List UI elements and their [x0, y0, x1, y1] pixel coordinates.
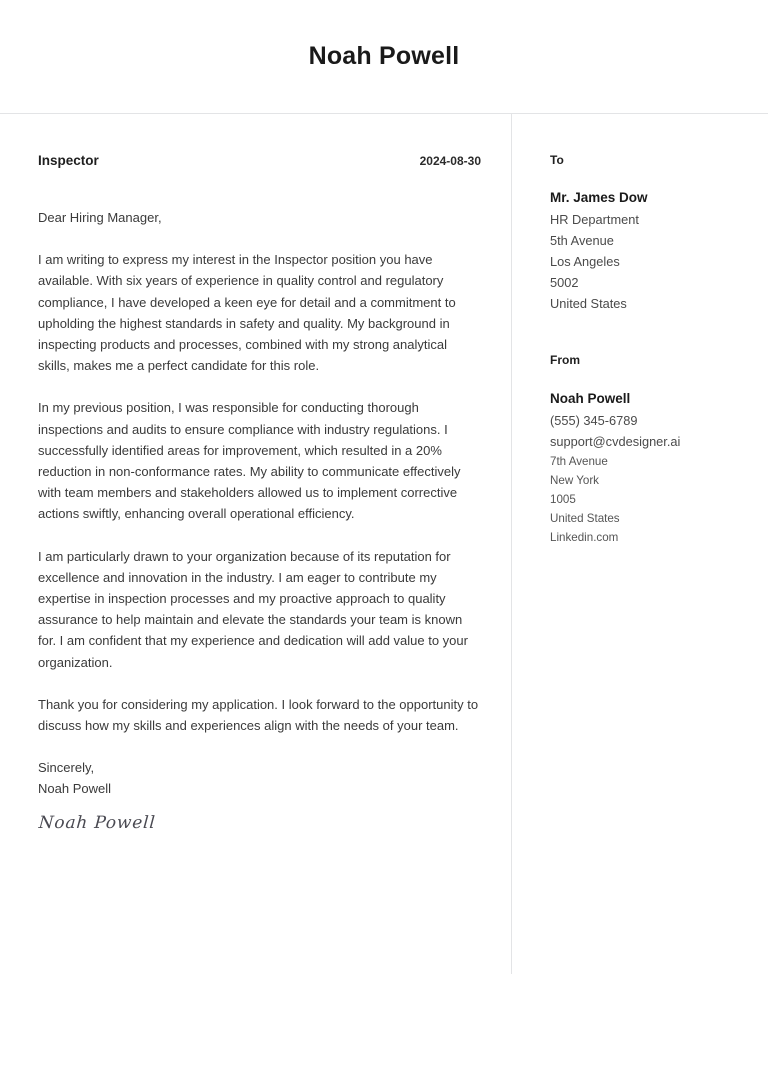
letter-header — [0, 0, 768, 113]
sender-phone: (555) 345-6789 — [550, 412, 638, 428]
recipient-line: HR Department — [550, 212, 639, 228]
recipient-line: 5002 — [550, 275, 579, 291]
letter-main-column — [0, 114, 511, 974]
sender-line: 7th Avenue — [550, 454, 608, 468]
recipient-block — [550, 187, 748, 314]
letter-address-column — [512, 114, 768, 974]
recipient-line: Los Angeles — [550, 254, 620, 270]
closing-salutation: Sincerely, — [38, 760, 95, 776]
letter-meta-row — [38, 153, 481, 169]
letter-date: 2024-08-30 — [419, 154, 481, 168]
closing-name: Noah Powell — [38, 781, 111, 797]
sender-line: United States — [550, 511, 620, 525]
sender-email: support@cvdesigner.ai — [550, 433, 681, 449]
letter-paragraph: In my previous position, I was responsible for conducting thorough inspections and audits to ensure compliance with industry regulations. I successfully identified areas for improvement, which resulted in a 20% reduction in non-conformance rates. My ability to communicate effectively with team members and stakeholders allowed us to implement corrective actions swiftly, enhancing overall operational efficiency. — [38, 400, 461, 522]
sender-name: Noah Powell — [550, 390, 631, 406]
letter-paragraph: Thank you for considering my application. I look forward to the opportunity to discuss how my skills and experiences align with the needs of your team. — [38, 696, 479, 734]
recipient-line: 5th Avenue — [550, 233, 614, 249]
page-title: Noah Powell — [308, 42, 460, 70]
sender-label: From — [550, 353, 580, 368]
address-spacer — [550, 333, 748, 353]
recipient-line: United States — [550, 296, 627, 312]
sender-line: New York — [550, 473, 599, 487]
sender-line: 1005 — [550, 492, 576, 506]
sender-website: Linkedin.com — [550, 530, 619, 544]
recipient-label: To — [550, 153, 564, 167]
job-title: Inspector — [38, 153, 99, 168]
sender-block — [550, 388, 748, 547]
letter-paragraph: I am writing to express my interest in the Inspector position you have available. With six years of experience in quality control and regulatory compliance, I have developed a keen eye for detail and a commitment to upholding the highest standards in safety and quality. My background in inspecting products and processes, combined with my strong analytical skills, makes me a perfect candidate for this role. — [38, 252, 456, 374]
letter-paragraph: I am particularly drawn to your organization because of its reputation for excellence and innovation in the industry. I am eager to contribute my expertise in inspection processes and my proactive approach to quality assurance to help maintain and elevate the standards your team is known for. I am confident that my experience and dedication will add value to your organization. — [38, 548, 468, 670]
recipient-name: Mr. James Dow — [550, 190, 648, 206]
letter-closing — [38, 757, 481, 799]
signature: Noah Powell — [38, 813, 157, 834]
salutation: Dear Hiring Manager, — [38, 210, 162, 226]
letter-body-columns — [0, 114, 768, 974]
